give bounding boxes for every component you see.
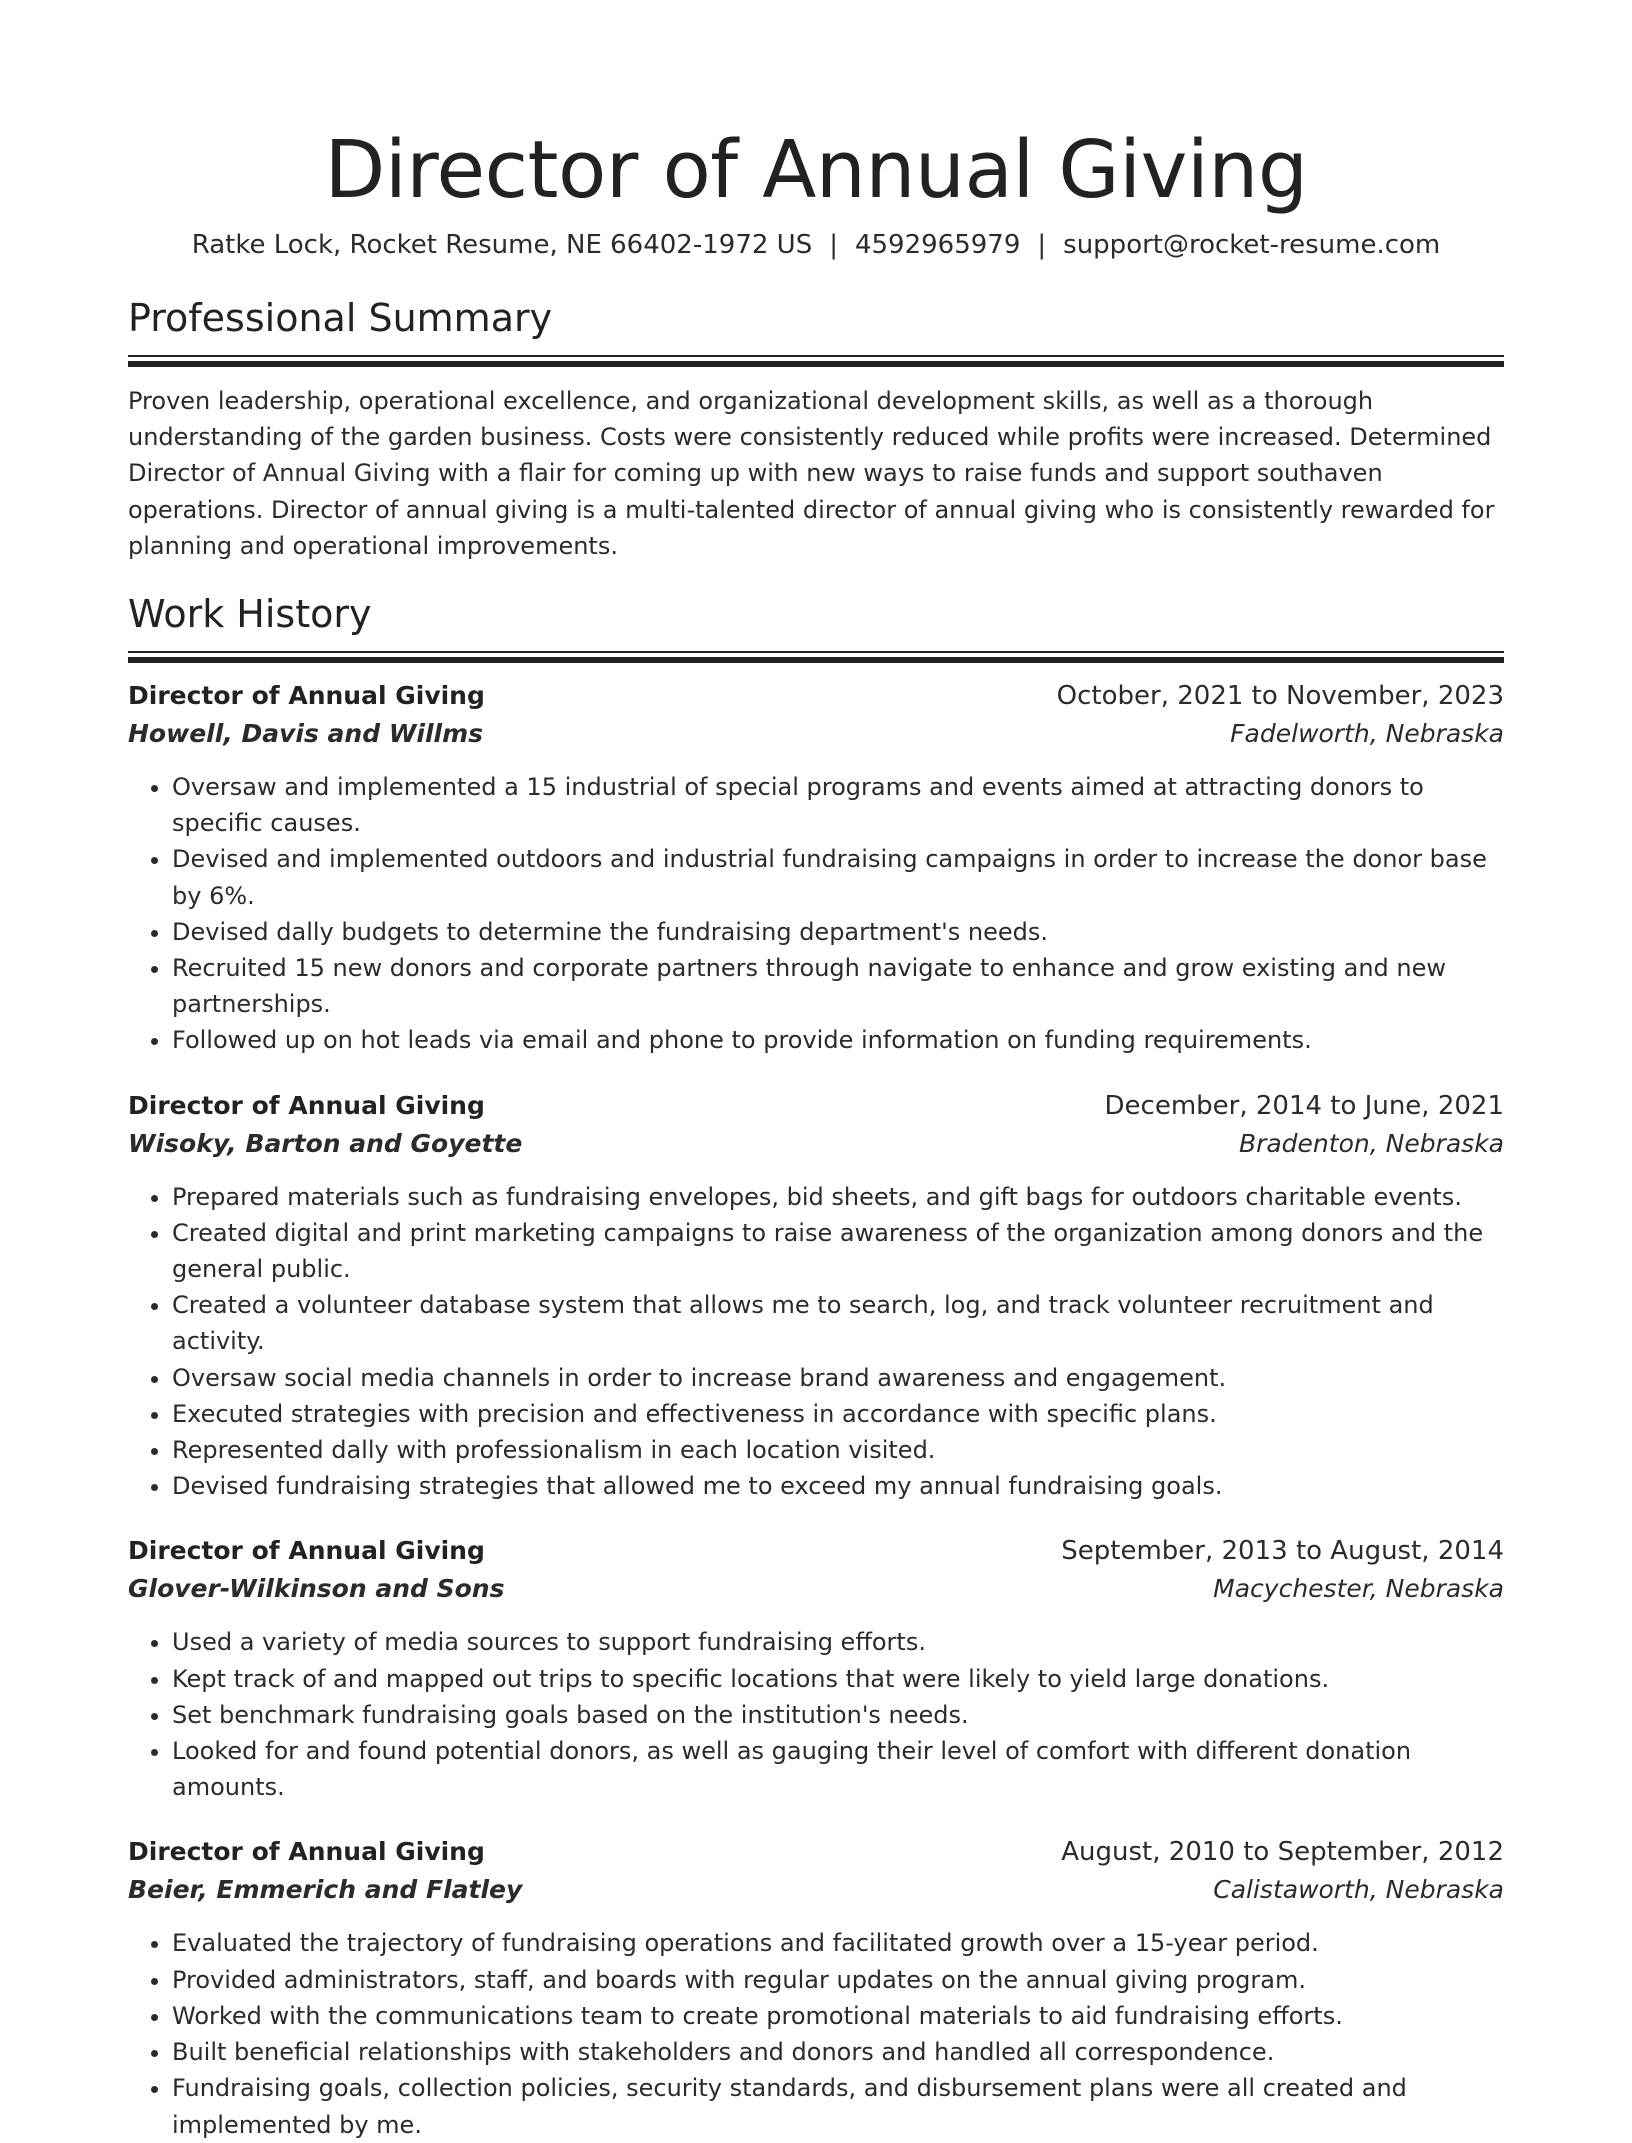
job-bullet: • Kept track of and mapped out trips to specific locations that were likely to yield large donations.	[172, 1661, 1504, 1697]
job-subheader	[128, 1871, 1504, 1909]
job-bullet: • Prepared materials such as fundraising envelopes, bid sheets, and gift bags for outdoors charitable events.	[172, 1179, 1504, 1215]
job-subheader	[128, 715, 1504, 753]
job-bullets	[128, 769, 1504, 1059]
job-bullet: • Executed strategies with precision and effectiveness in accordance with specific plans.	[172, 1396, 1504, 1432]
job-dates: October, 2021 to November, 2023	[1056, 681, 1504, 712]
job-bullet: • Created digital and print marketing campaigns to raise awareness of the organization among donors and the general public.	[172, 1215, 1504, 1287]
job-location: Calistaworth, Nebraska	[1213, 1875, 1504, 1905]
job-header	[128, 1087, 1504, 1125]
job-location: Fadelworth, Nebraska	[1230, 719, 1504, 749]
job-title: Director of Annual Giving	[128, 1090, 485, 1120]
job-entry	[128, 1833, 1504, 2142]
section-divider	[128, 651, 1504, 663]
summary-text: Proven leadership, operational excellence, and organizational development skills, as well as a thorough understanding of the garden business. Costs were consistently reduced while profits were increased. Determined Director of Annual Giving with a flair for coming up with new ways to raise funds and support southaven operations. Director of annual giving is a multi-talented director of annual giving who is consistently rewarded for planning and operational improvements.	[128, 387, 1495, 560]
job-bullet: • Used a variety of media sources to support fundraising efforts.	[172, 1624, 1504, 1660]
section-heading-work-history: Work History	[128, 592, 372, 637]
job-bullet: • Oversaw social media channels in order to increase brand awareness and engagement.	[172, 1360, 1504, 1396]
job-entry	[128, 1087, 1504, 1505]
job-bullet: • Provided administrators, staff, and boards with regular updates on the annual giving program.	[172, 1962, 1504, 1998]
job-bullet: • Set benchmark fundraising goals based on the institution's needs.	[172, 1697, 1504, 1733]
contact-line	[128, 228, 1504, 262]
contact-separator: |	[829, 230, 838, 260]
resume-page	[128, 0, 1504, 2143]
job-bullets	[128, 1925, 1504, 2142]
job-bullets	[128, 1624, 1504, 1805]
job-dates: September, 2013 to August, 2014	[1061, 1536, 1504, 1567]
section-divider	[128, 355, 1504, 367]
job-dates: August, 2010 to September, 2012	[1061, 1837, 1504, 1868]
summary-section	[128, 294, 1504, 564]
job-location: Macychester, Nebraska	[1213, 1574, 1504, 1604]
job-bullet: • Fundraising goals, collection policies, security standards, and disbursement plans were all created and implemented by me.	[172, 2070, 1504, 2142]
job-company: Wisoky, Barton and Goyette	[128, 1128, 523, 1158]
contact-address: Ratke Lock, Rocket Resume, NE 66402-1972 US	[191, 230, 813, 260]
job-bullet: • Represented dally with professionalism in each location visited.	[172, 1432, 1504, 1468]
job-bullet: • Devised dally budgets to determine the fundraising department's needs.	[172, 914, 1504, 950]
job-bullet: • Looked for and found potential donors, as well as gauging their level of comfort with different donation amounts.	[172, 1733, 1504, 1805]
job-bullet: • Devised fundraising strategies that allowed me to exceed my annual fundraising goals.	[172, 1468, 1504, 1504]
job-bullets	[128, 1179, 1504, 1505]
contact-separator: |	[1037, 230, 1047, 260]
job-company: Beier, Emmerich and Flatley	[128, 1875, 523, 1905]
job-bullet: • Evaluated the trajectory of fundraising operations and facilitated growth over a 15-year period.	[172, 1925, 1504, 1961]
contact-phone[interactable]: 4592965979	[854, 230, 1021, 260]
job-bullet: • Recruited 15 new donors and corporate partners through navigate to enhance and grow existing and new partnerships.	[172, 950, 1504, 1022]
job-bullet: • Worked with the communications team to create promotional materials to aid fundraising efforts.	[172, 1998, 1504, 2034]
job-entry	[128, 677, 1504, 1059]
job-entry	[128, 1532, 1504, 1805]
job-dates: December, 2014 to June, 2021	[1104, 1090, 1504, 1121]
job-bullet: • Followed up on hot leads via email and phone to provide information on funding requirements.	[172, 1022, 1504, 1058]
job-title: Director of Annual Giving	[128, 1837, 485, 1867]
section-heading-summary: Professional Summary	[128, 296, 553, 340]
job-header	[128, 1833, 1504, 1871]
job-header	[128, 1532, 1504, 1570]
work-history-section	[128, 590, 1504, 2143]
job-bullet: • Built beneficial relationships with stakeholders and donors and handled all correspondence.	[172, 2034, 1504, 2070]
job-company: Glover-Wilkinson and Sons	[128, 1574, 505, 1604]
job-title: Director of Annual Giving	[128, 1536, 485, 1566]
job-subheader	[128, 1570, 1504, 1608]
job-title: Director of Annual Giving	[128, 681, 485, 711]
resume-title: Director of Annual Giving	[324, 124, 1308, 216]
job-bullet: • Devised and implemented outdoors and industrial fundraising campaigns in order to increase the donor base by 6%.	[172, 841, 1504, 913]
contact-email[interactable]: support@rocket-resume.com	[1063, 230, 1441, 260]
job-bullet: • Created a volunteer database system that allows me to search, log, and track volunteer recruitment and activity.	[172, 1287, 1504, 1359]
job-header	[128, 677, 1504, 715]
job-subheader	[128, 1125, 1504, 1163]
job-company: Howell, Davis and Willms	[128, 719, 484, 749]
job-location: Bradenton, Nebraska	[1238, 1128, 1504, 1158]
job-bullet: • Oversaw and implemented a 15 industrial of special programs and events aimed at attracting donors to specific causes.	[172, 769, 1504, 841]
